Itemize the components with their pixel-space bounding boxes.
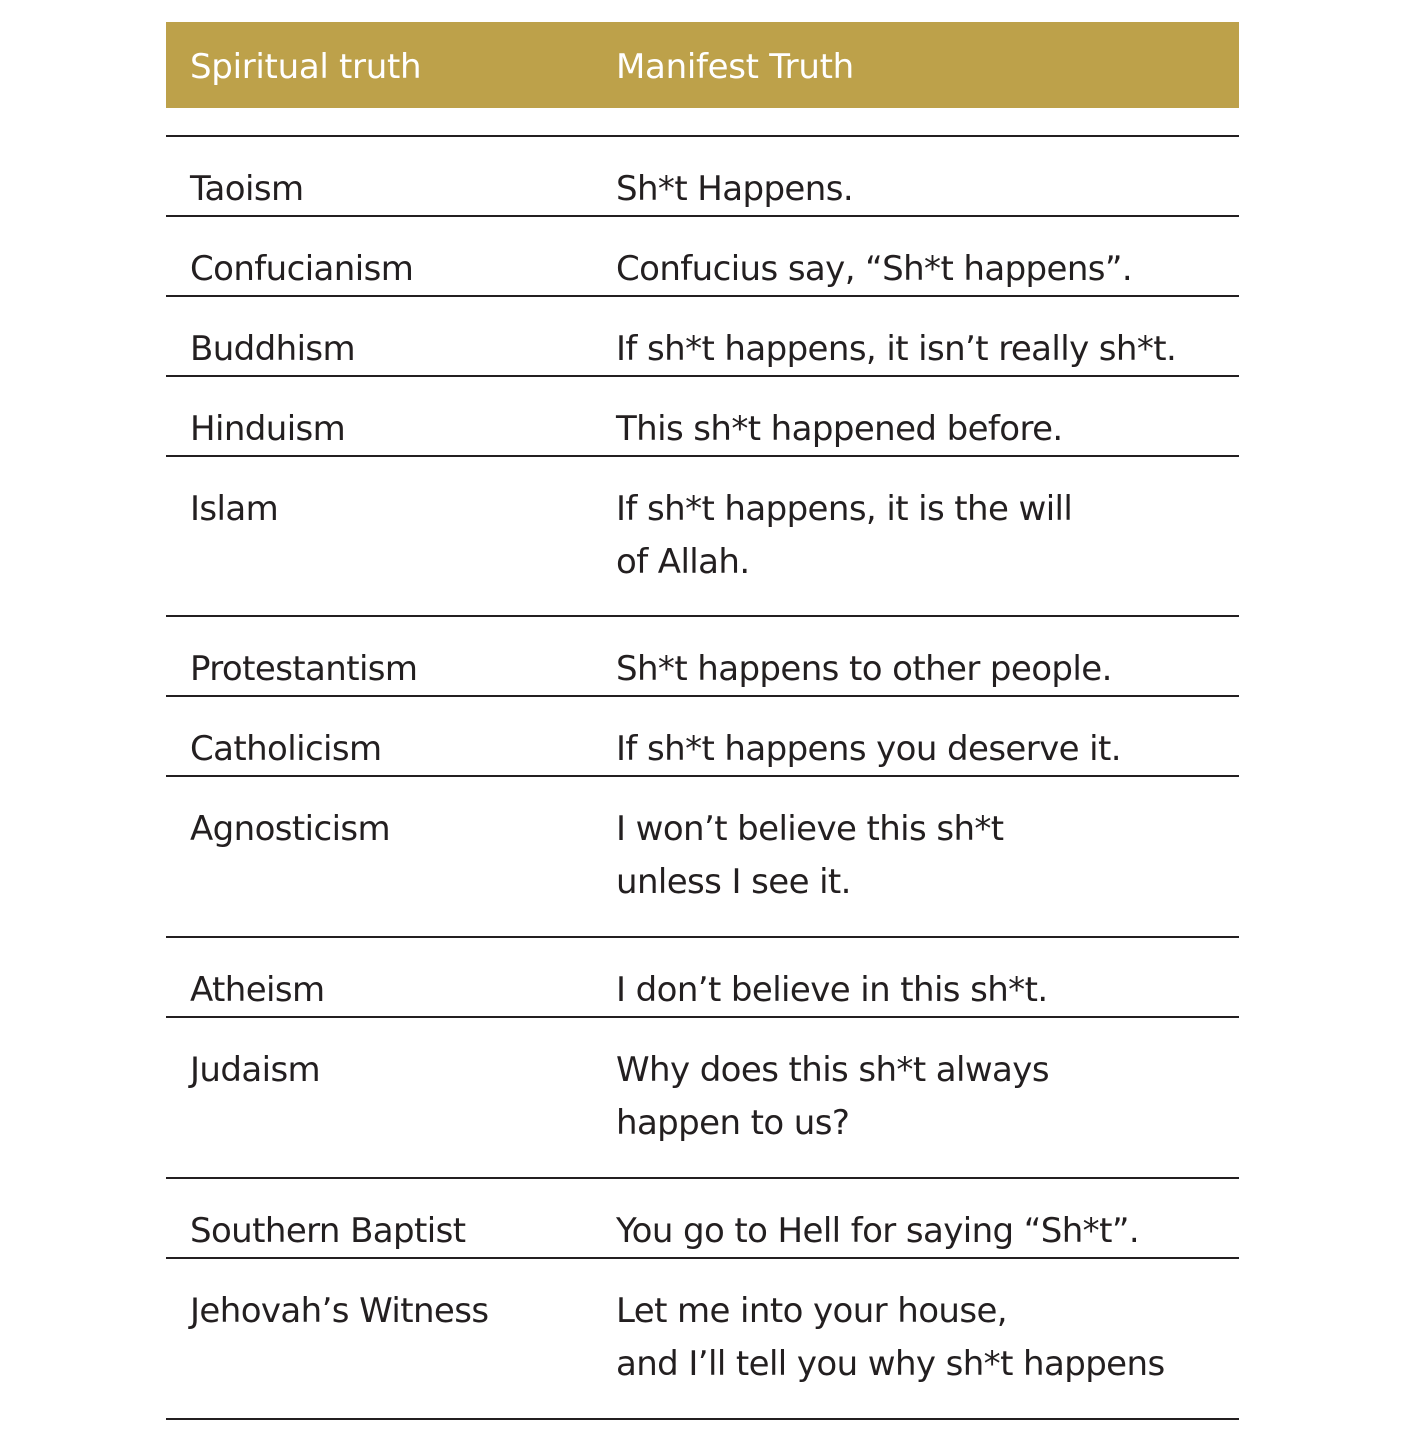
religion-name: Buddhism (190, 329, 356, 369)
manifest-truth-text: This sh*t happened before. (616, 409, 1063, 449)
religion-name: Southern Baptist (190, 1211, 466, 1251)
table-body (166, 135, 1239, 1420)
header-spiritual-truth: Spiritual truth (190, 47, 422, 87)
religion-name: Islam (190, 489, 279, 529)
religion-name: Jehovah’s Witness (190, 1291, 489, 1331)
manifest-truth-text: You go to Hell for saying “Sh*t”. (616, 1211, 1140, 1251)
header-manifest-truth: Manifest Truth (616, 47, 854, 87)
manifest-truth-text: Confucius say, “Sh*t happens”. (616, 249, 1133, 289)
table-row (166, 615, 1239, 695)
table-row (166, 295, 1239, 375)
table-row (166, 375, 1239, 455)
table-row (166, 695, 1239, 775)
manifest-truth-text: I won’t believe this sh*t unless I see it. (616, 809, 1004, 902)
table-row (166, 1177, 1239, 1257)
religion-name: Atheism (190, 970, 325, 1010)
table-row (166, 135, 1239, 215)
religion-name: Hinduism (190, 409, 346, 449)
manifest-truth-text: Let me into your house, and I’ll tell you why sh*t happens (616, 1291, 1165, 1384)
religion-name: Judaism (190, 1050, 321, 1090)
religion-table (166, 22, 1239, 1384)
table-row (166, 775, 1239, 936)
table-row (166, 1016, 1239, 1177)
table-row (166, 215, 1239, 295)
table-row (166, 936, 1239, 1016)
table-header (166, 22, 1239, 108)
manifest-truth-text: Sh*t happens to other people. (616, 649, 1112, 689)
table-row (166, 1257, 1239, 1420)
manifest-truth-text: If sh*t happens you deserve it. (616, 729, 1121, 769)
religion-name: Catholicism (190, 729, 382, 769)
manifest-truth-text: Sh*t Happens. (616, 169, 854, 209)
religion-name: Agnosticism (190, 809, 391, 849)
religion-name: Protestantism (190, 649, 418, 689)
religion-name: Taoism (190, 169, 304, 209)
manifest-truth-text: If sh*t happens, it isn’t really sh*t. (616, 329, 1177, 369)
religion-name: Confucianism (190, 249, 414, 289)
table-row (166, 455, 1239, 615)
manifest-truth-text: I don’t believe in this sh*t. (616, 970, 1048, 1010)
manifest-truth-text: Why does this sh*t always happen to us? (616, 1050, 1049, 1143)
manifest-truth-text: If sh*t happens, it is the will of Allah. (616, 489, 1073, 582)
